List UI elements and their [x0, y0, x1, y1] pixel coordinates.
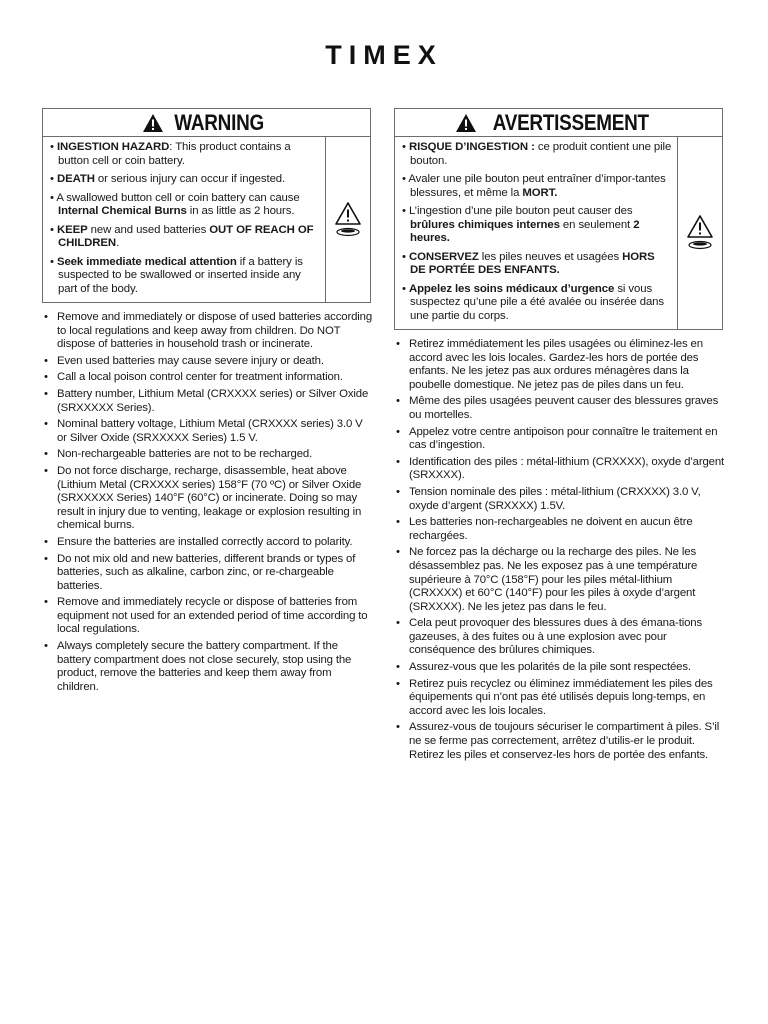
list-item: • Ensure the batteries are installed correctly accord to polarity.	[42, 536, 373, 550]
list-item: • Remove and immediately or dispose of used batteries according to local regulations and keep away from children. Do NOT dispose of batteries in household trash or incinerate.	[42, 311, 373, 352]
list-item: • Même des piles usagées peuvent causer des blessures graves ou mortelles.	[394, 395, 725, 422]
warning-triangle-icon	[142, 113, 164, 133]
warning-item: • Appelez les soins médicaux d’urgence si vous suspectez qu’une pile a été avalée ou insérée dans une partie du corps.	[402, 282, 665, 322]
list-item: • Assurez-vous que les polarités de la pile sont respectées.	[394, 661, 725, 675]
avertissement-icon-cell	[677, 137, 722, 329]
list-item: • Do not mix old and new batteries, different brands or types of batteries, such as alkaline, carbon zinc, or re-chargeable batteries.	[42, 553, 373, 594]
warning-header	[43, 109, 370, 137]
list-item: • Do not force discharge, recharge, disassemble, heat above (Lithium Metal (CRXXXX series) 158°F (70 ºC) or Silver Oxide (SRXXXXX Series) 140°F (60°C) or incinerate. Doing so may result in injury due to venting, leakage or explosion resulting in chemical burns.	[42, 465, 373, 533]
list-item: • Assurez-vous de toujours sécuriser le compartiment à piles. S’il ne se ferme pas correctement, arrêtez d’utilis-er le produit. Retirez les piles et conservez-les hors de portée des enfants.	[394, 721, 725, 762]
list-item: • Identification des piles : métal-lithium (CRXXXX), oxyde d’argent (SRXXXX).	[394, 456, 725, 483]
list-item: • Cela peut provoquer des blessures dues à des émana-tions gazeuses, à des fuites ou à une explosion avec pour conséquence des brûlures chimiques.	[394, 617, 725, 658]
list-item: • Tension nominale des piles : métal-lithium (CRXXXX) 3.0 V, oxyde d’argent (SRXXXX) 1.5V.	[394, 486, 725, 513]
swallow-battery-warning-icon	[686, 214, 714, 252]
consignes-list	[394, 338, 725, 762]
instructions-list	[42, 311, 373, 694]
list-item: • Even used batteries may cause severe injury or death.	[42, 355, 373, 369]
warning-box	[42, 108, 371, 303]
warning-item: • INGESTION HAZARD: This product contains a button cell or coin battery.	[50, 141, 291, 167]
warning-triangle-icon	[455, 113, 477, 133]
list-item: • Retirez immédiatement les piles usagées ou éliminez-les en accord avec les lois locales. Gardez-les hors de portée des enfants. Ne les jetez pas aux ordures ménagères dans la poubelle domestique. Ne jetez pas de piles dans un feu.	[394, 338, 725, 392]
avertissement-header	[395, 109, 722, 137]
list-item: • Always completely secure the battery compartment. If the battery compartment does not close securely, stop using the product, remove the batteries and keep them away from children.	[42, 640, 373, 694]
warning-item: • CONSERVEZ les piles neuves et usagées HORS DE PORTÉE DES ENFANTS.	[402, 250, 655, 276]
warning-body	[43, 137, 370, 302]
timex-logo: TIMEX	[325, 40, 443, 70]
warning-items	[43, 137, 325, 302]
warning-item: • L’ingestion d’une pile bouton peut causer des brûlures chimiques internes en seulement 2 heures.	[402, 205, 640, 244]
avertissement-items	[395, 137, 677, 329]
avertissement-body	[395, 137, 722, 329]
list-item: • Les batteries non-rechargeables ne doivent en aucun être rechargées.	[394, 516, 725, 543]
french-column	[394, 108, 725, 778]
warning-item: • A swallowed button cell or coin battery can cause Internal Chemical Burns in as little as 2 hours.	[50, 191, 300, 217]
list-item: • Ne forcez pas la décharge ou la recharge des piles. Ne les désassemblez pas. Ne les exposez pas à une température supérieure à 70°C (158°F) pour les piles métal-lithium (CRXXXX) et 60°C (140°F) pour les piles à oxyde d’argent (SRXXXX). Ne les jetez pas dans le feu.	[394, 546, 725, 614]
list-item: • Remove and immediately recycle or dispose of batteries from equipment not used for an extended period of time according to local regulations.	[42, 596, 373, 637]
warning-icon-cell	[325, 137, 370, 302]
list-item: • Non-rechargeable batteries are not to be recharged.	[42, 448, 373, 462]
avertissement-title: AVERTISSEMENT	[492, 109, 650, 135]
warning-item: • RISQUE D’INGESTION : ce produit contient une pile bouton.	[402, 141, 672, 167]
warning-item: • KEEP new and used batteries OUT OF REACH OF CHILDREN.	[50, 223, 314, 249]
swallow-battery-warning-icon	[334, 201, 362, 239]
warning-title: WARNING	[174, 109, 264, 135]
list-item: • Retirez puis recyclez ou éliminez immédiatement les piles des équipements qui n’ont pas été utilisés depuis long-temps, en accord avec les lois locales.	[394, 678, 725, 719]
warning-item: • DEATH or serious injury can occur if ingested.	[50, 173, 286, 185]
english-column	[42, 108, 373, 710]
avertissement-box	[394, 108, 723, 330]
warning-item: • Avaler une pile bouton peut entraîner d’impor-tantes blessures, et même la MORT.	[402, 173, 666, 199]
list-item: • Nominal battery voltage, Lithium Metal (CRXXXX series) 3.0 V or Silver Oxide (SRXXXXX Series) 1.5 V.	[42, 418, 373, 445]
list-item: • Appelez votre centre antipoison pour connaître le traitement en cas d’ingestion.	[394, 426, 725, 453]
list-item: • Call a local poison control center for treatment information.	[42, 371, 373, 385]
warning-item: • Seek immediate medical attention if a battery is suspected to be swallowed or inserted inside any part of the body.	[50, 255, 303, 295]
list-item: • Battery number, Lithium Metal (CRXXXX series) or Silver Oxide (SRXXXXX Series).	[42, 388, 373, 415]
